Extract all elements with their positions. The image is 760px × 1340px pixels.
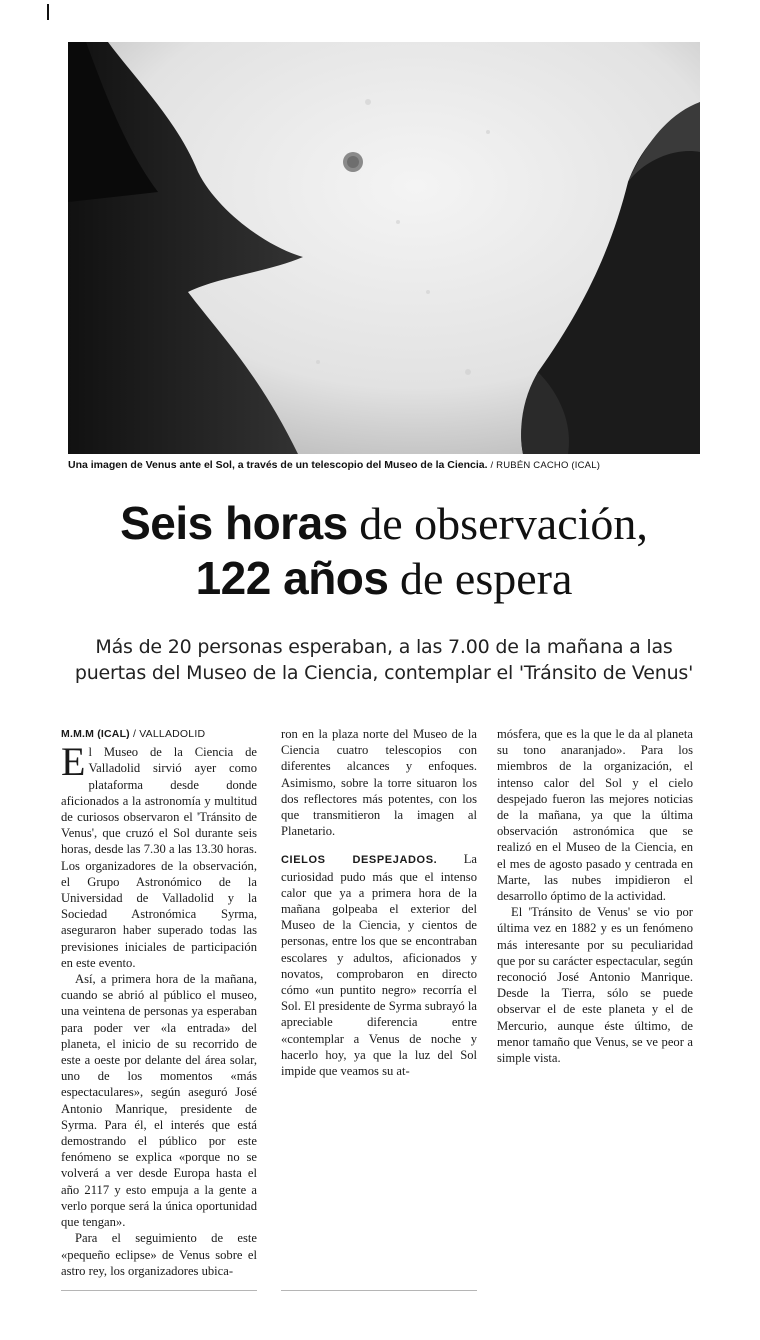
paragraph-4: ron en la plaza norte del Museo de la Ciencia cuatro telescopios con diferentes alcances y enfoques. Asimismo, sobre la torre situaron los dos reflectores más potentes, con los que transmitieron la imagen al Planetario. <box>281 727 477 839</box>
crop-mark <box>47 4 49 20</box>
byline-place: / VALLADOLID <box>129 728 206 740</box>
paragraph-5 <box>281 851 477 1079</box>
column-rule-1 <box>61 1290 257 1291</box>
headline-line1-light: de observación, <box>347 498 648 549</box>
column-rule-2 <box>281 1290 477 1291</box>
headline-line1-bold: Seis horas <box>120 497 348 549</box>
paragraph-1-text: l Museo de la Ciencia de Valladolid sirvió ayer como plataforma desde donde aficionados a la astronomía y multitud de curiosos observaron el 'Tránsito de Venus', que cruzó el Sol durante seis horas, desde las 7.30 a las 13.30 horas. Los organizadores de la observación, el Grupo Astronómico de la Universidad de Valladolid y la Sociedad Astronómica Syrma, aseguraron haber superado todas las previsiones iniciales de participación en este evento. <box>61 745 257 970</box>
paragraph-2: Así, a primera hora de la mañana, cuando se abrió al público el museo, una veintena de personas ya esperaban para poder ver «la entrada» del planeta, el inicio de su recorrido de este a oeste por delante del área solar, uno de los momentos «más espectaculares», según aseguró José Antonio Manrique, presidente de Syrma. Para él, el interés que está demostrando el público por este fenómeno se explica «porque no se volverá a ver desde Europa hasta el año 2117 y esto empuja a la gente a verlo porque será la única oportunidad que tengan». <box>61 972 257 1230</box>
paragraph-3: Para el seguimiento de este «pequeño eclipse» de Venus sobre el astro rey, los organizadores ubica- <box>61 1231 257 1278</box>
section-heading: CIELOS DESPEJADOS. <box>281 854 438 867</box>
paragraph-6: mósfera, que es la que le da al planeta su tono anaranjado». Para los miembros de la organización, el intenso calor del Sol y el cielo despejado fueron las mejores noticias de la mañana, ya que la última observación astronómica que se realizó en el Museo de la Ciencia, en el mes de agosto pasado y centrada en Marte, las nubes impidieron el desarrollo óptimo de la actividad. <box>497 727 693 904</box>
venus-transit-photo <box>68 42 700 454</box>
paragraph-5-text: La curiosidad pudo más que el intenso calor que ya a primera hora de la mañana golpeaba el exterior del Museo de la Ciencia, y cientos de personas, entre los que se encontraban escolares y adultos, aficionados y novatos, comprobaron en directo cómo «un puntito negro» recorría el Sol. El presidente de Syrma subrayó la apreciable diferencia entre «contemplar a Venus de noche y hacerlo hoy, ya que la luz del Sol impide que veamos su at- <box>281 852 477 1079</box>
headline <box>60 496 708 606</box>
article-column-3 <box>497 726 693 1066</box>
headline-line2-bold: 122 años <box>195 552 389 604</box>
headline-line2-light: de espera <box>388 553 573 604</box>
paragraph-7: El 'Tránsito de Venus' se vio por última vez en 1882 y es un fenómeno más interesante por su peculiaridad que por su carácter espectacular, según reconoció José Antonio Manrique. Desde la Tierra, sólo se puede observar el de este planeta y el de Mercurio, aunque éste último, de menor tamaño que Venus, se ve peor a simple vista. <box>497 905 693 1066</box>
caption-text: Una imagen de Venus ante el Sol, a través de un telescopio del Museo de la Ciencia. <box>68 459 488 471</box>
article-column-1 <box>61 726 257 1279</box>
drop-cap: E <box>61 739 86 785</box>
photo-illustration <box>68 42 700 454</box>
article-column-2 <box>281 726 477 1079</box>
subheadline: Más de 20 personas esperaban, a las 7.00 de la mañana a las puertas del Museo de la Ciencia, contemplar el 'Tránsito de Venus' <box>74 636 694 684</box>
byline-author: M.M.M (ICAL) <box>61 728 130 740</box>
byline <box>61 726 257 742</box>
photo-caption <box>68 459 700 471</box>
photo-credit: / RUBÉN CACHO (ICAL) <box>490 460 601 471</box>
paragraph-1 <box>61 739 257 971</box>
